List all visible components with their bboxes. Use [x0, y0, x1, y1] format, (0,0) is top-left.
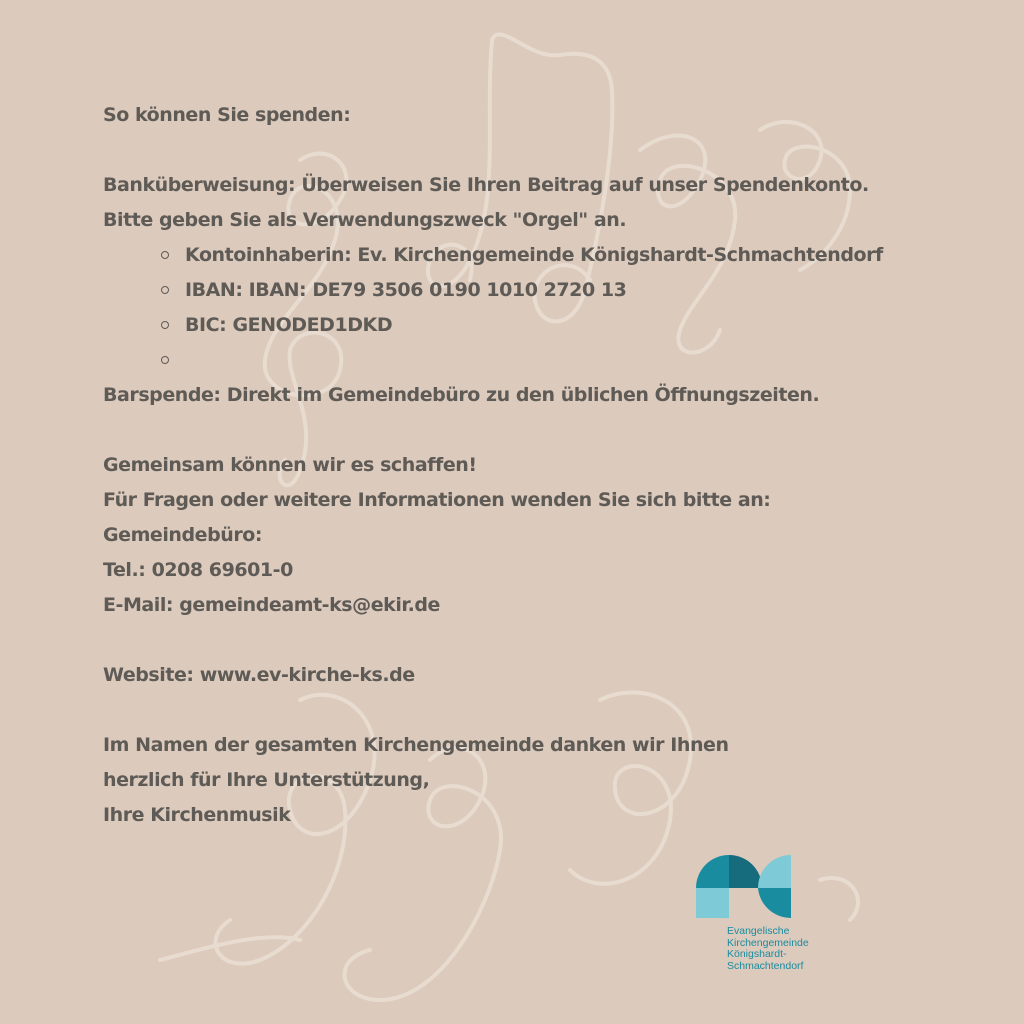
purpose-line: Bitte geben Sie als Verwendungszweck "Orgel" an.: [103, 209, 627, 231]
logo-quadrant-top-center: [729, 855, 762, 888]
bank-transfer-line: Banküberweisung: Überweisen Sie Ihren Beitrag auf unser Spendenkonto.: [103, 174, 869, 196]
bic: BIC: GENODED1DKD: [185, 314, 393, 336]
bank-details-list: [103, 238, 983, 378]
office-label: Gemeindebüro:: [103, 524, 262, 546]
account-holder: Kontoinhaberin: Ev. Kirchengemeinde Königshardt-Schmachtendorf: [185, 244, 883, 266]
thanks-line-1: Im Namen der gesamten Kirchengemeinde danken wir Ihnen: [103, 734, 729, 756]
email-line: E-Mail: gemeindeamt-ks@ekir.de: [103, 594, 440, 616]
spacer: [103, 133, 983, 168]
logo-quadrant-top-left: [696, 855, 729, 888]
circle-bullet-icon: [161, 356, 169, 364]
iban: IBAN: IBAN: DE79 3506 0190 1010 2720 13: [185, 279, 627, 301]
logo-line-3: Königshardt-: [727, 948, 787, 960]
donation-text: [103, 98, 983, 833]
website-line: Website: www.ev-kirche-ks.de: [103, 664, 415, 686]
list-item: [103, 343, 983, 378]
logo-line-4: Schmachtendorf: [727, 959, 804, 972]
logo-line-1: Evangelische: [727, 925, 790, 937]
spacer: [103, 413, 983, 448]
cash-donation-line: Barspende: Direkt im Gemeindebüro zu den üblichen Öffnungszeiten.: [103, 384, 820, 406]
circle-bullet-icon: [161, 251, 169, 259]
heading: So können Sie spenden:: [103, 104, 351, 126]
phone-line: Tel.: 0208 69601-0: [103, 559, 293, 581]
circle-bullet-icon: [161, 321, 169, 329]
logo-caption: [727, 926, 809, 972]
spacer: [103, 623, 983, 658]
together-line: Gemeinsam können wir es schaffen!: [103, 454, 477, 476]
signature: Ihre Kirchenmusik: [103, 804, 291, 826]
circle-bullet-icon: [161, 286, 169, 294]
logo-quadrant-top-right: [758, 855, 791, 888]
logo-line-2: Kirchengemeinde: [727, 936, 809, 949]
questions-line: Für Fragen oder weitere Informationen wenden Sie sich bitte an:: [103, 489, 771, 511]
list-item: [103, 273, 983, 308]
list-item: [103, 238, 983, 273]
thanks-line-2: herzlich für Ihre Unterstützung,: [103, 769, 430, 791]
list-item: [103, 308, 983, 343]
spacer: [103, 693, 983, 728]
logo-quadrant-bottom-right: [758, 888, 791, 918]
